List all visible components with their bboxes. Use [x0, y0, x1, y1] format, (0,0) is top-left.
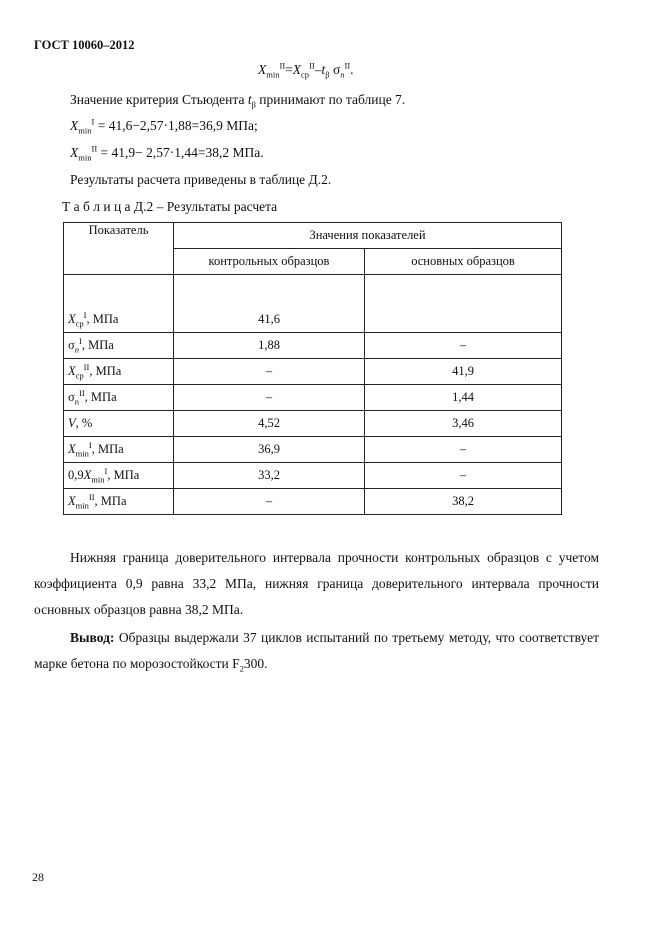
table-row: V, % 4,52 3,46 — [64, 411, 562, 437]
header-main: основных образцов — [365, 249, 562, 275]
header-indicator: Показатель — [64, 223, 174, 275]
results-table — [63, 222, 562, 515]
table-row: $X_{ср}^I$, МПа 41,6 — [64, 275, 562, 333]
conclusion-paragraph: Вывод: Образцы выдержали 37 циклов испытаний по третьему методу, что соответствует марке бетона по морозостойкости $F_2300$. — [34, 630, 599, 674]
header-values: Значения показателей — [174, 223, 562, 249]
table-row: $X_{min}^{II}$, МПа – 38,2 — [64, 489, 562, 515]
formula-xmin-main: $X_{min}^{II}=X_{ср}^{II}-t_\beta$ $\sigma_n^{II}$. — [258, 60, 354, 80]
table-caption: Т а б л и ц а Д.2 – Результаты расчета — [62, 199, 278, 214]
results-line: Результаты расчета приведены в таблице Д.2. — [70, 172, 332, 187]
student-criterion-line: Значение критерия Стьюдента $t_\beta$ принимают по таблице 7. — [70, 92, 406, 110]
page-number: 28 — [32, 870, 44, 884]
table-row: $\sigma_n^I$, МПа 1,88 – — [64, 333, 562, 359]
calc-line-2: $X_{min}^{II} = 41,9- 2,57\cdot 1,44=38,2$ МПа. — [70, 143, 264, 163]
document-code: ГОСТ 10060–2012 — [34, 38, 135, 52]
calc-line-1: $X_{min}^I = 41,6-2,57\cdot 1,88=36,9$ МПа; — [70, 116, 258, 136]
header-control: контрольных образцов — [174, 249, 365, 275]
table-row: $0,9X_{min}^I$, МПа 33,2 – — [64, 463, 562, 489]
table-row: $\sigma_n^{II}$, МПа – 1,44 — [64, 385, 562, 411]
lower-bound-paragraph: Нижняя граница доверительного интервала прочности контрольных образцов с учетом коэффициента 0,9 равна 33,2 МПа, нижняя граница доверительного интервала прочности основных образцов равна 38,2 МПа. — [34, 550, 599, 617]
table-row: $X_{ср}^{II}$, МПа – 41,9 — [64, 359, 562, 385]
table-row: $X_{min}^I$, МПа 36,9 – — [64, 437, 562, 463]
